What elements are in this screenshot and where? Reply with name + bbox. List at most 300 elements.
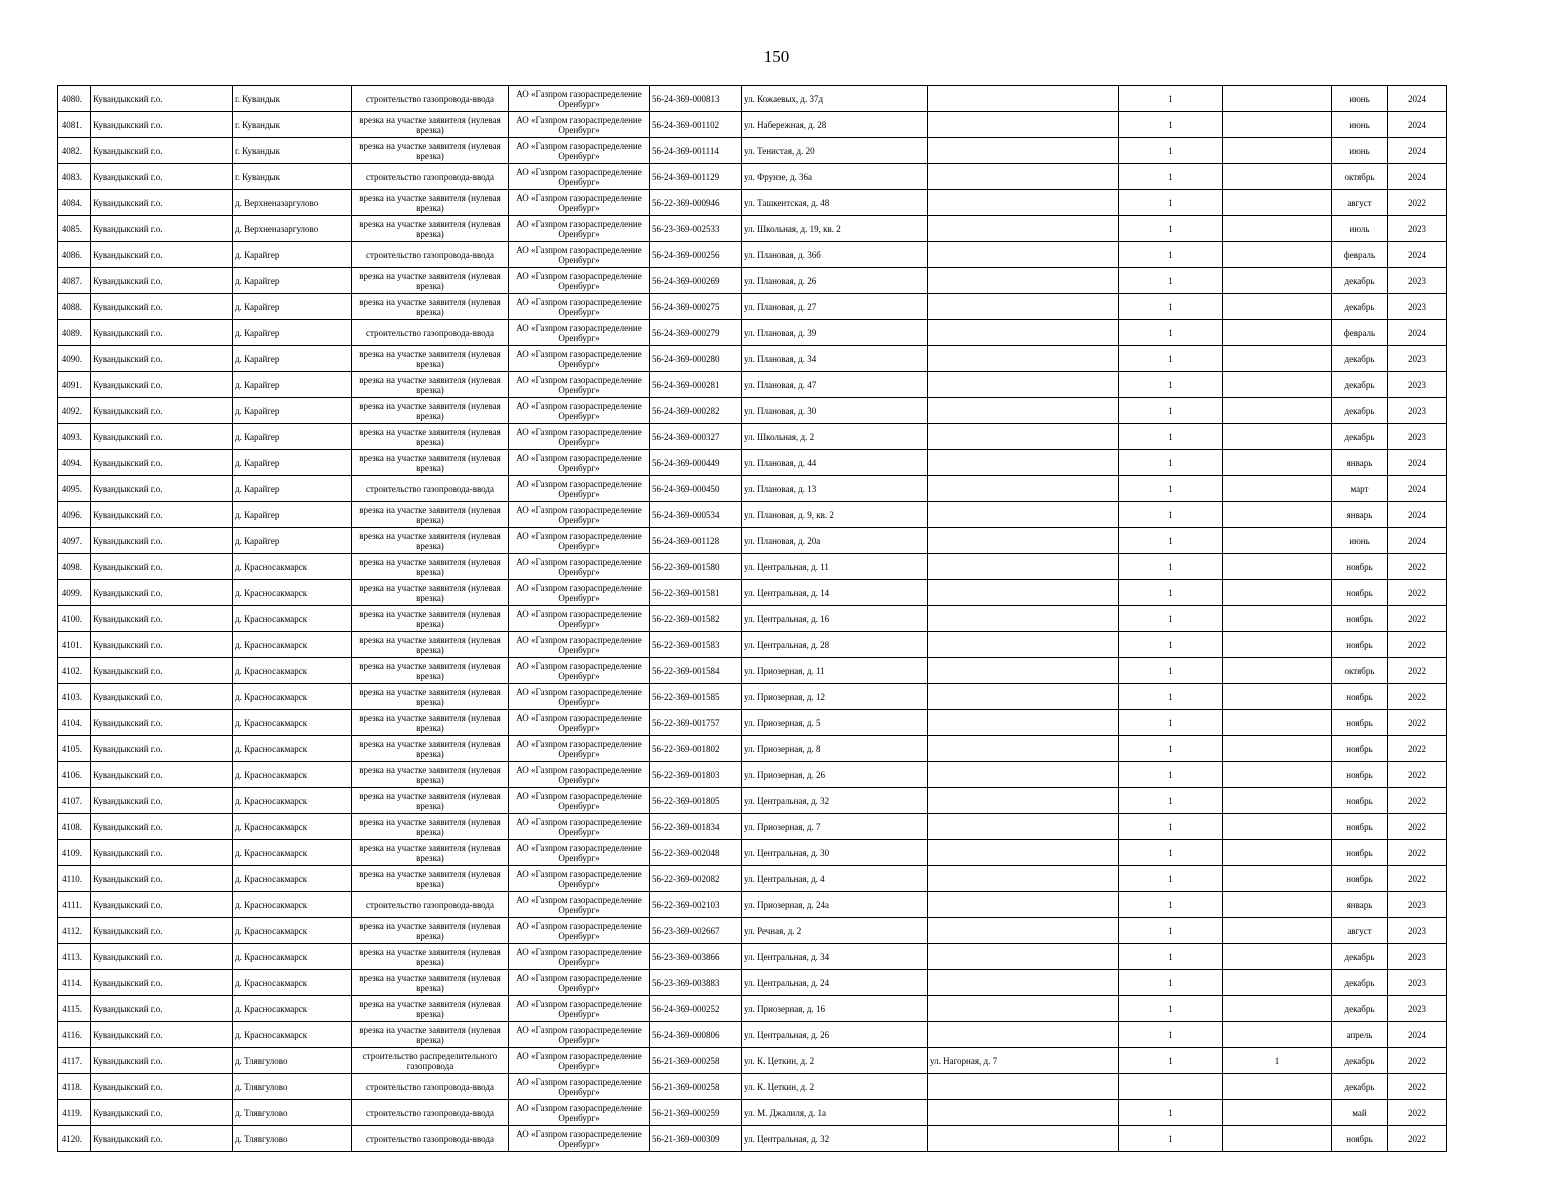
- operator-cell: АО «Газпром газораспределение Оренбург»: [509, 112, 650, 138]
- extra-address-cell: ул. Нагорная, д. 7: [928, 1048, 1119, 1074]
- locality-cell: г. Кувандык: [233, 86, 352, 112]
- address-cell: ул. Плановая, д. 27: [742, 294, 928, 320]
- operator-cell: АО «Газпром газораспределение Оренбург»: [509, 1100, 650, 1126]
- count-1-cell: 1: [1119, 1022, 1223, 1048]
- table-row: [58, 866, 1447, 892]
- operator-cell: АО «Газпром газораспределение Оренбург»: [509, 424, 650, 450]
- address-cell: ул. Центральная, д. 28: [742, 632, 928, 658]
- extra-address-cell: [928, 892, 1119, 918]
- district-cell: Кувандыкский г.о.: [91, 1126, 233, 1152]
- table-row: [58, 476, 1447, 502]
- locality-cell: д. Красносакмарск: [233, 866, 352, 892]
- row-number-cell: 4118.: [58, 1074, 91, 1100]
- district-cell: Кувандыкский г.о.: [91, 892, 233, 918]
- operator-cell: АО «Газпром газораспределение Оренбург»: [509, 242, 650, 268]
- operator-cell: АО «Газпром газораспределение Оренбург»: [509, 710, 650, 736]
- year-cell: 2022: [1388, 580, 1447, 606]
- count-2-cell: [1223, 216, 1332, 242]
- row-number-cell: 4085.: [58, 216, 91, 242]
- extra-address-cell: [928, 866, 1119, 892]
- work-type-cell: врезка на участке заявителя (нулевая врезка): [352, 528, 509, 554]
- address-cell: ул. М. Джалиля, д. 1а: [742, 1100, 928, 1126]
- row-number-cell: 4110.: [58, 866, 91, 892]
- count-2-cell: [1223, 684, 1332, 710]
- year-cell: 2022: [1388, 1126, 1447, 1152]
- work-type-cell: врезка на участке заявителя (нулевая врезка): [352, 554, 509, 580]
- year-cell: 2023: [1388, 892, 1447, 918]
- address-cell: ул. Плановая, д. 36б: [742, 242, 928, 268]
- row-number-cell: 4098.: [58, 554, 91, 580]
- count-2-cell: [1223, 190, 1332, 216]
- work-type-cell: врезка на участке заявителя (нулевая врезка): [352, 658, 509, 684]
- table-row: [58, 1100, 1447, 1126]
- operator-cell: АО «Газпром газораспределение Оренбург»: [509, 632, 650, 658]
- row-number-cell: 4109.: [58, 840, 91, 866]
- count-1-cell: 1: [1119, 242, 1223, 268]
- row-number-cell: 4113.: [58, 944, 91, 970]
- table-row: [58, 268, 1447, 294]
- row-number-cell: 4106.: [58, 762, 91, 788]
- address-cell: ул. Приозерная, д. 16: [742, 996, 928, 1022]
- extra-address-cell: [928, 996, 1119, 1022]
- work-type-cell: строительство газопровода-ввода: [352, 164, 509, 190]
- table-row: [58, 996, 1447, 1022]
- application-number-cell: 56-22-369-000946: [650, 190, 742, 216]
- row-number-cell: 4088.: [58, 294, 91, 320]
- count-2-cell: [1223, 1100, 1332, 1126]
- address-cell: ул. Речная, д. 2: [742, 918, 928, 944]
- year-cell: 2022: [1388, 606, 1447, 632]
- address-cell: ул. Центральная, д. 30: [742, 840, 928, 866]
- work-type-cell: врезка на участке заявителя (нулевая врезка): [352, 424, 509, 450]
- address-cell: ул. Приозерная, д. 24а: [742, 892, 928, 918]
- operator-cell: АО «Газпром газораспределение Оренбург»: [509, 294, 650, 320]
- address-cell: ул. Приозерная, д. 5: [742, 710, 928, 736]
- table-row: [58, 164, 1447, 190]
- count-2-cell: [1223, 944, 1332, 970]
- application-number-cell: 56-21-369-000259: [650, 1100, 742, 1126]
- district-cell: Кувандыкский г.о.: [91, 112, 233, 138]
- address-cell: ул. Плановая, д. 47: [742, 372, 928, 398]
- work-type-cell: врезка на участке заявителя (нулевая врезка): [352, 710, 509, 736]
- month-cell: декабрь: [1332, 424, 1388, 450]
- work-type-cell: врезка на участке заявителя (нулевая врезка): [352, 268, 509, 294]
- year-cell: 2022: [1388, 1048, 1447, 1074]
- year-cell: 2022: [1388, 788, 1447, 814]
- extra-address-cell: [928, 580, 1119, 606]
- extra-address-cell: [928, 372, 1119, 398]
- year-cell: 2022: [1388, 840, 1447, 866]
- count-1-cell: 1: [1119, 1048, 1223, 1074]
- operator-cell: АО «Газпром газораспределение Оренбург»: [509, 762, 650, 788]
- locality-cell: д. Верхненазаргулово: [233, 190, 352, 216]
- extra-address-cell: [928, 528, 1119, 554]
- district-cell: Кувандыкский г.о.: [91, 554, 233, 580]
- work-type-cell: врезка на участке заявителя (нулевая врезка): [352, 294, 509, 320]
- table-row: [58, 814, 1447, 840]
- row-number-cell: 4086.: [58, 242, 91, 268]
- work-type-cell: строительство газопровода-ввода: [352, 892, 509, 918]
- operator-cell: АО «Газпром газораспределение Оренбург»: [509, 216, 650, 242]
- month-cell: ноябрь: [1332, 710, 1388, 736]
- operator-cell: АО «Газпром газораспределение Оренбург»: [509, 1074, 650, 1100]
- count-2-cell: 1: [1223, 1048, 1332, 1074]
- row-number-cell: 4092.: [58, 398, 91, 424]
- application-number-cell: 56-24-369-000534: [650, 502, 742, 528]
- month-cell: май: [1332, 1100, 1388, 1126]
- locality-cell: д. Карайгер: [233, 502, 352, 528]
- count-2-cell: [1223, 710, 1332, 736]
- district-cell: Кувандыкский г.о.: [91, 580, 233, 606]
- row-number-cell: 4081.: [58, 112, 91, 138]
- extra-address-cell: [928, 762, 1119, 788]
- row-number-cell: 4116.: [58, 1022, 91, 1048]
- year-cell: 2024: [1388, 476, 1447, 502]
- table-row: [58, 190, 1447, 216]
- row-number-cell: 4111.: [58, 892, 91, 918]
- table-row: [58, 710, 1447, 736]
- row-number-cell: 4080.: [58, 86, 91, 112]
- locality-cell: д. Карайгер: [233, 320, 352, 346]
- application-number-cell: 56-23-369-003883: [650, 970, 742, 996]
- extra-address-cell: [928, 1074, 1119, 1100]
- month-cell: декабрь: [1332, 372, 1388, 398]
- count-2-cell: [1223, 398, 1332, 424]
- locality-cell: д. Тлявгулово: [233, 1048, 352, 1074]
- count-2-cell: [1223, 892, 1332, 918]
- locality-cell: д. Красносакмарск: [233, 996, 352, 1022]
- count-2-cell: [1223, 788, 1332, 814]
- application-number-cell: 56-23-369-002667: [650, 918, 742, 944]
- row-number-cell: 4093.: [58, 424, 91, 450]
- table-row: [58, 892, 1447, 918]
- count-2-cell: [1223, 450, 1332, 476]
- count-1-cell: 1: [1119, 1100, 1223, 1126]
- address-cell: ул. Фрунзе, д. 36а: [742, 164, 928, 190]
- district-cell: Кувандыкский г.о.: [91, 190, 233, 216]
- work-type-cell: врезка на участке заявителя (нулевая врезка): [352, 372, 509, 398]
- operator-cell: АО «Газпром газораспределение Оренбург»: [509, 528, 650, 554]
- district-cell: Кувандыкский г.о.: [91, 528, 233, 554]
- count-2-cell: [1223, 814, 1332, 840]
- operator-cell: АО «Газпром газораспределение Оренбург»: [509, 190, 650, 216]
- work-type-cell: врезка на участке заявителя (нулевая врезка): [352, 736, 509, 762]
- table-row: [58, 762, 1447, 788]
- operator-cell: АО «Газпром газораспределение Оренбург»: [509, 372, 650, 398]
- count-2-cell: [1223, 502, 1332, 528]
- month-cell: октябрь: [1332, 164, 1388, 190]
- operator-cell: АО «Газпром газораспределение Оренбург»: [509, 1048, 650, 1074]
- row-number-cell: 4119.: [58, 1100, 91, 1126]
- month-cell: ноябрь: [1332, 632, 1388, 658]
- extra-address-cell: [928, 736, 1119, 762]
- count-1-cell: 1: [1119, 970, 1223, 996]
- year-cell: 2022: [1388, 190, 1447, 216]
- year-cell: 2022: [1388, 866, 1447, 892]
- address-cell: ул. Школьная, д. 2: [742, 424, 928, 450]
- count-1-cell: 1: [1119, 320, 1223, 346]
- application-number-cell: 56-24-369-000281: [650, 372, 742, 398]
- application-number-cell: 56-24-369-001128: [650, 528, 742, 554]
- count-1-cell: 1: [1119, 450, 1223, 476]
- address-cell: ул. Центральная, д. 32: [742, 1126, 928, 1152]
- locality-cell: д. Красносакмарск: [233, 918, 352, 944]
- table-row: [58, 1074, 1447, 1100]
- table-row: [58, 918, 1447, 944]
- operator-cell: АО «Газпром газораспределение Оренбург»: [509, 658, 650, 684]
- year-cell: 2024: [1388, 1022, 1447, 1048]
- month-cell: декабрь: [1332, 944, 1388, 970]
- locality-cell: д. Карайгер: [233, 242, 352, 268]
- extra-address-cell: [928, 112, 1119, 138]
- locality-cell: г. Кувандык: [233, 164, 352, 190]
- year-cell: 2024: [1388, 502, 1447, 528]
- month-cell: август: [1332, 190, 1388, 216]
- count-1-cell: 1: [1119, 918, 1223, 944]
- count-1-cell: 1: [1119, 892, 1223, 918]
- application-number-cell: 56-22-369-002103: [650, 892, 742, 918]
- extra-address-cell: [928, 138, 1119, 164]
- application-number-cell: 56-24-369-001102: [650, 112, 742, 138]
- count-1-cell: 1: [1119, 996, 1223, 1022]
- application-number-cell: 56-24-369-001129: [650, 164, 742, 190]
- extra-address-cell: [928, 1126, 1119, 1152]
- count-1-cell: 1: [1119, 788, 1223, 814]
- address-cell: ул. Тенистая, д. 20: [742, 138, 928, 164]
- work-type-cell: врезка на участке заявителя (нулевая врезка): [352, 632, 509, 658]
- table-row: [58, 658, 1447, 684]
- month-cell: декабрь: [1332, 996, 1388, 1022]
- table-row: [58, 736, 1447, 762]
- count-2-cell: [1223, 580, 1332, 606]
- row-number-cell: 4094.: [58, 450, 91, 476]
- work-type-cell: строительство газопровода-ввода: [352, 242, 509, 268]
- locality-cell: д. Красносакмарск: [233, 944, 352, 970]
- count-1-cell: 1: [1119, 554, 1223, 580]
- district-cell: Кувандыкский г.о.: [91, 86, 233, 112]
- row-number-cell: 4101.: [58, 632, 91, 658]
- row-number-cell: 4115.: [58, 996, 91, 1022]
- table-row: [58, 242, 1447, 268]
- district-cell: Кувандыкский г.о.: [91, 1074, 233, 1100]
- address-cell: ул. К. Цеткин, д. 2: [742, 1074, 928, 1100]
- month-cell: ноябрь: [1332, 606, 1388, 632]
- month-cell: декабрь: [1332, 294, 1388, 320]
- row-number-cell: 4102.: [58, 658, 91, 684]
- district-cell: Кувандыкский г.о.: [91, 216, 233, 242]
- application-number-cell: 56-22-369-001803: [650, 762, 742, 788]
- address-cell: ул. Центральная, д. 24: [742, 970, 928, 996]
- count-2-cell: [1223, 840, 1332, 866]
- work-type-cell: врезка на участке заявителя (нулевая врезка): [352, 684, 509, 710]
- count-1-cell: 1: [1119, 398, 1223, 424]
- table-row: [58, 450, 1447, 476]
- address-cell: ул. Школьная, д. 19, кв. 2: [742, 216, 928, 242]
- district-cell: Кувандыкский г.о.: [91, 372, 233, 398]
- year-cell: 2024: [1388, 528, 1447, 554]
- table-row: [58, 970, 1447, 996]
- count-2-cell: [1223, 164, 1332, 190]
- count-1-cell: 1: [1119, 710, 1223, 736]
- locality-cell: д. Красносакмарск: [233, 710, 352, 736]
- year-cell: 2024: [1388, 138, 1447, 164]
- district-cell: Кувандыкский г.о.: [91, 424, 233, 450]
- month-cell: октябрь: [1332, 658, 1388, 684]
- count-2-cell: [1223, 424, 1332, 450]
- operator-cell: АО «Газпром газораспределение Оренбург»: [509, 944, 650, 970]
- month-cell: ноябрь: [1332, 736, 1388, 762]
- locality-cell: д. Карайгер: [233, 528, 352, 554]
- address-cell: ул. Центральная, д. 34: [742, 944, 928, 970]
- table-row: [58, 138, 1447, 164]
- extra-address-cell: [928, 684, 1119, 710]
- work-type-cell: врезка на участке заявителя (нулевая врезка): [352, 580, 509, 606]
- table-row: [58, 580, 1447, 606]
- address-cell: ул. К. Цеткин, д. 2: [742, 1048, 928, 1074]
- locality-cell: д. Красносакмарск: [233, 606, 352, 632]
- month-cell: февраль: [1332, 320, 1388, 346]
- extra-address-cell: [928, 242, 1119, 268]
- operator-cell: АО «Газпром газораспределение Оренбург»: [509, 476, 650, 502]
- extra-address-cell: [928, 632, 1119, 658]
- row-number-cell: 4114.: [58, 970, 91, 996]
- row-number-cell: 4105.: [58, 736, 91, 762]
- count-2-cell: [1223, 294, 1332, 320]
- row-number-cell: 4099.: [58, 580, 91, 606]
- address-cell: ул. Набережная, д. 28: [742, 112, 928, 138]
- application-number-cell: 56-22-369-001757: [650, 710, 742, 736]
- month-cell: декабрь: [1332, 1048, 1388, 1074]
- count-1-cell: 1: [1119, 190, 1223, 216]
- count-1-cell: 1: [1119, 216, 1223, 242]
- year-cell: 2024: [1388, 86, 1447, 112]
- application-number-cell: 56-24-369-000256: [650, 242, 742, 268]
- work-type-cell: врезка на участке заявителя (нулевая врезка): [352, 138, 509, 164]
- work-type-cell: врезка на участке заявителя (нулевая врезка): [352, 840, 509, 866]
- count-1-cell: 1: [1119, 736, 1223, 762]
- extra-address-cell: [928, 424, 1119, 450]
- application-number-cell: 56-22-369-001805: [650, 788, 742, 814]
- district-cell: Кувандыкский г.о.: [91, 658, 233, 684]
- row-number-cell: 4108.: [58, 814, 91, 840]
- extra-address-cell: [928, 320, 1119, 346]
- month-cell: январь: [1332, 502, 1388, 528]
- count-2-cell: [1223, 242, 1332, 268]
- district-cell: Кувандыкский г.о.: [91, 996, 233, 1022]
- district-cell: Кувандыкский г.о.: [91, 866, 233, 892]
- month-cell: декабрь: [1332, 346, 1388, 372]
- count-2-cell: [1223, 346, 1332, 372]
- year-cell: 2024: [1388, 242, 1447, 268]
- locality-cell: д. Красносакмарск: [233, 580, 352, 606]
- operator-cell: АО «Газпром газораспределение Оренбург»: [509, 866, 650, 892]
- row-number-cell: 4084.: [58, 190, 91, 216]
- year-cell: 2023: [1388, 346, 1447, 372]
- operator-cell: АО «Газпром газораспределение Оренбург»: [509, 320, 650, 346]
- year-cell: 2023: [1388, 294, 1447, 320]
- year-cell: 2022: [1388, 684, 1447, 710]
- address-cell: ул. Приозерная, д. 8: [742, 736, 928, 762]
- table-row: [58, 1048, 1447, 1074]
- month-cell: ноябрь: [1332, 866, 1388, 892]
- count-2-cell: [1223, 138, 1332, 164]
- table-row: [58, 1022, 1447, 1048]
- table-row: [58, 424, 1447, 450]
- count-1-cell: 1: [1119, 840, 1223, 866]
- extra-address-cell: [928, 190, 1119, 216]
- year-cell: 2023: [1388, 424, 1447, 450]
- operator-cell: АО «Газпром газораспределение Оренбург»: [509, 684, 650, 710]
- extra-address-cell: [928, 216, 1119, 242]
- work-type-cell: врезка на участке заявителя (нулевая врезка): [352, 1022, 509, 1048]
- extra-address-cell: [928, 788, 1119, 814]
- operator-cell: АО «Газпром газораспределение Оренбург»: [509, 892, 650, 918]
- month-cell: июль: [1332, 216, 1388, 242]
- locality-cell: д. Карайгер: [233, 372, 352, 398]
- address-cell: ул. Центральная, д. 11: [742, 554, 928, 580]
- row-number-cell: 4097.: [58, 528, 91, 554]
- count-1-cell: 1: [1119, 346, 1223, 372]
- locality-cell: д. Красносакмарск: [233, 788, 352, 814]
- work-type-cell: врезка на участке заявителя (нулевая врезка): [352, 450, 509, 476]
- count-2-cell: [1223, 372, 1332, 398]
- application-number-cell: 56-22-369-002048: [650, 840, 742, 866]
- operator-cell: АО «Газпром газораспределение Оренбург»: [509, 1022, 650, 1048]
- locality-cell: д. Карайгер: [233, 294, 352, 320]
- year-cell: 2022: [1388, 814, 1447, 840]
- count-2-cell: [1223, 762, 1332, 788]
- district-cell: Кувандыкский г.о.: [91, 736, 233, 762]
- address-cell: ул. Центральная, д. 32: [742, 788, 928, 814]
- locality-cell: д. Красносакмарск: [233, 632, 352, 658]
- operator-cell: АО «Газпром газораспределение Оренбург»: [509, 398, 650, 424]
- operator-cell: АО «Газпром газораспределение Оренбург»: [509, 736, 650, 762]
- district-cell: Кувандыкский г.о.: [91, 788, 233, 814]
- month-cell: ноябрь: [1332, 1126, 1388, 1152]
- extra-address-cell: [928, 86, 1119, 112]
- district-cell: Кувандыкский г.о.: [91, 814, 233, 840]
- count-1-cell: 1: [1119, 944, 1223, 970]
- count-2-cell: [1223, 86, 1332, 112]
- table-row: [58, 398, 1447, 424]
- locality-cell: д. Красносакмарск: [233, 840, 352, 866]
- operator-cell: АО «Газпром газораспределение Оренбург»: [509, 346, 650, 372]
- application-number-cell: 56-24-369-000449: [650, 450, 742, 476]
- locality-cell: д. Карайгер: [233, 450, 352, 476]
- work-type-cell: врезка на участке заявителя (нулевая врезка): [352, 216, 509, 242]
- count-2-cell: [1223, 632, 1332, 658]
- count-2-cell: [1223, 996, 1332, 1022]
- district-cell: Кувандыкский г.о.: [91, 138, 233, 164]
- count-1-cell: 1: [1119, 580, 1223, 606]
- application-number-cell: 56-24-369-000327: [650, 424, 742, 450]
- application-number-cell: 56-23-369-002533: [650, 216, 742, 242]
- table-row: [58, 1126, 1447, 1152]
- month-cell: июнь: [1332, 138, 1388, 164]
- address-cell: ул. Приозерная, д. 12: [742, 684, 928, 710]
- count-1-cell: 1: [1119, 606, 1223, 632]
- count-1-cell: 1: [1119, 138, 1223, 164]
- work-type-cell: врезка на участке заявителя (нулевая врезка): [352, 788, 509, 814]
- table-row: [58, 684, 1447, 710]
- operator-cell: АО «Газпром газораспределение Оренбург»: [509, 814, 650, 840]
- address-cell: ул. Приозерная, д. 11: [742, 658, 928, 684]
- application-number-cell: 56-22-369-002082: [650, 866, 742, 892]
- table-row: [58, 606, 1447, 632]
- year-cell: 2023: [1388, 970, 1447, 996]
- extra-address-cell: [928, 918, 1119, 944]
- table-row: [58, 528, 1447, 554]
